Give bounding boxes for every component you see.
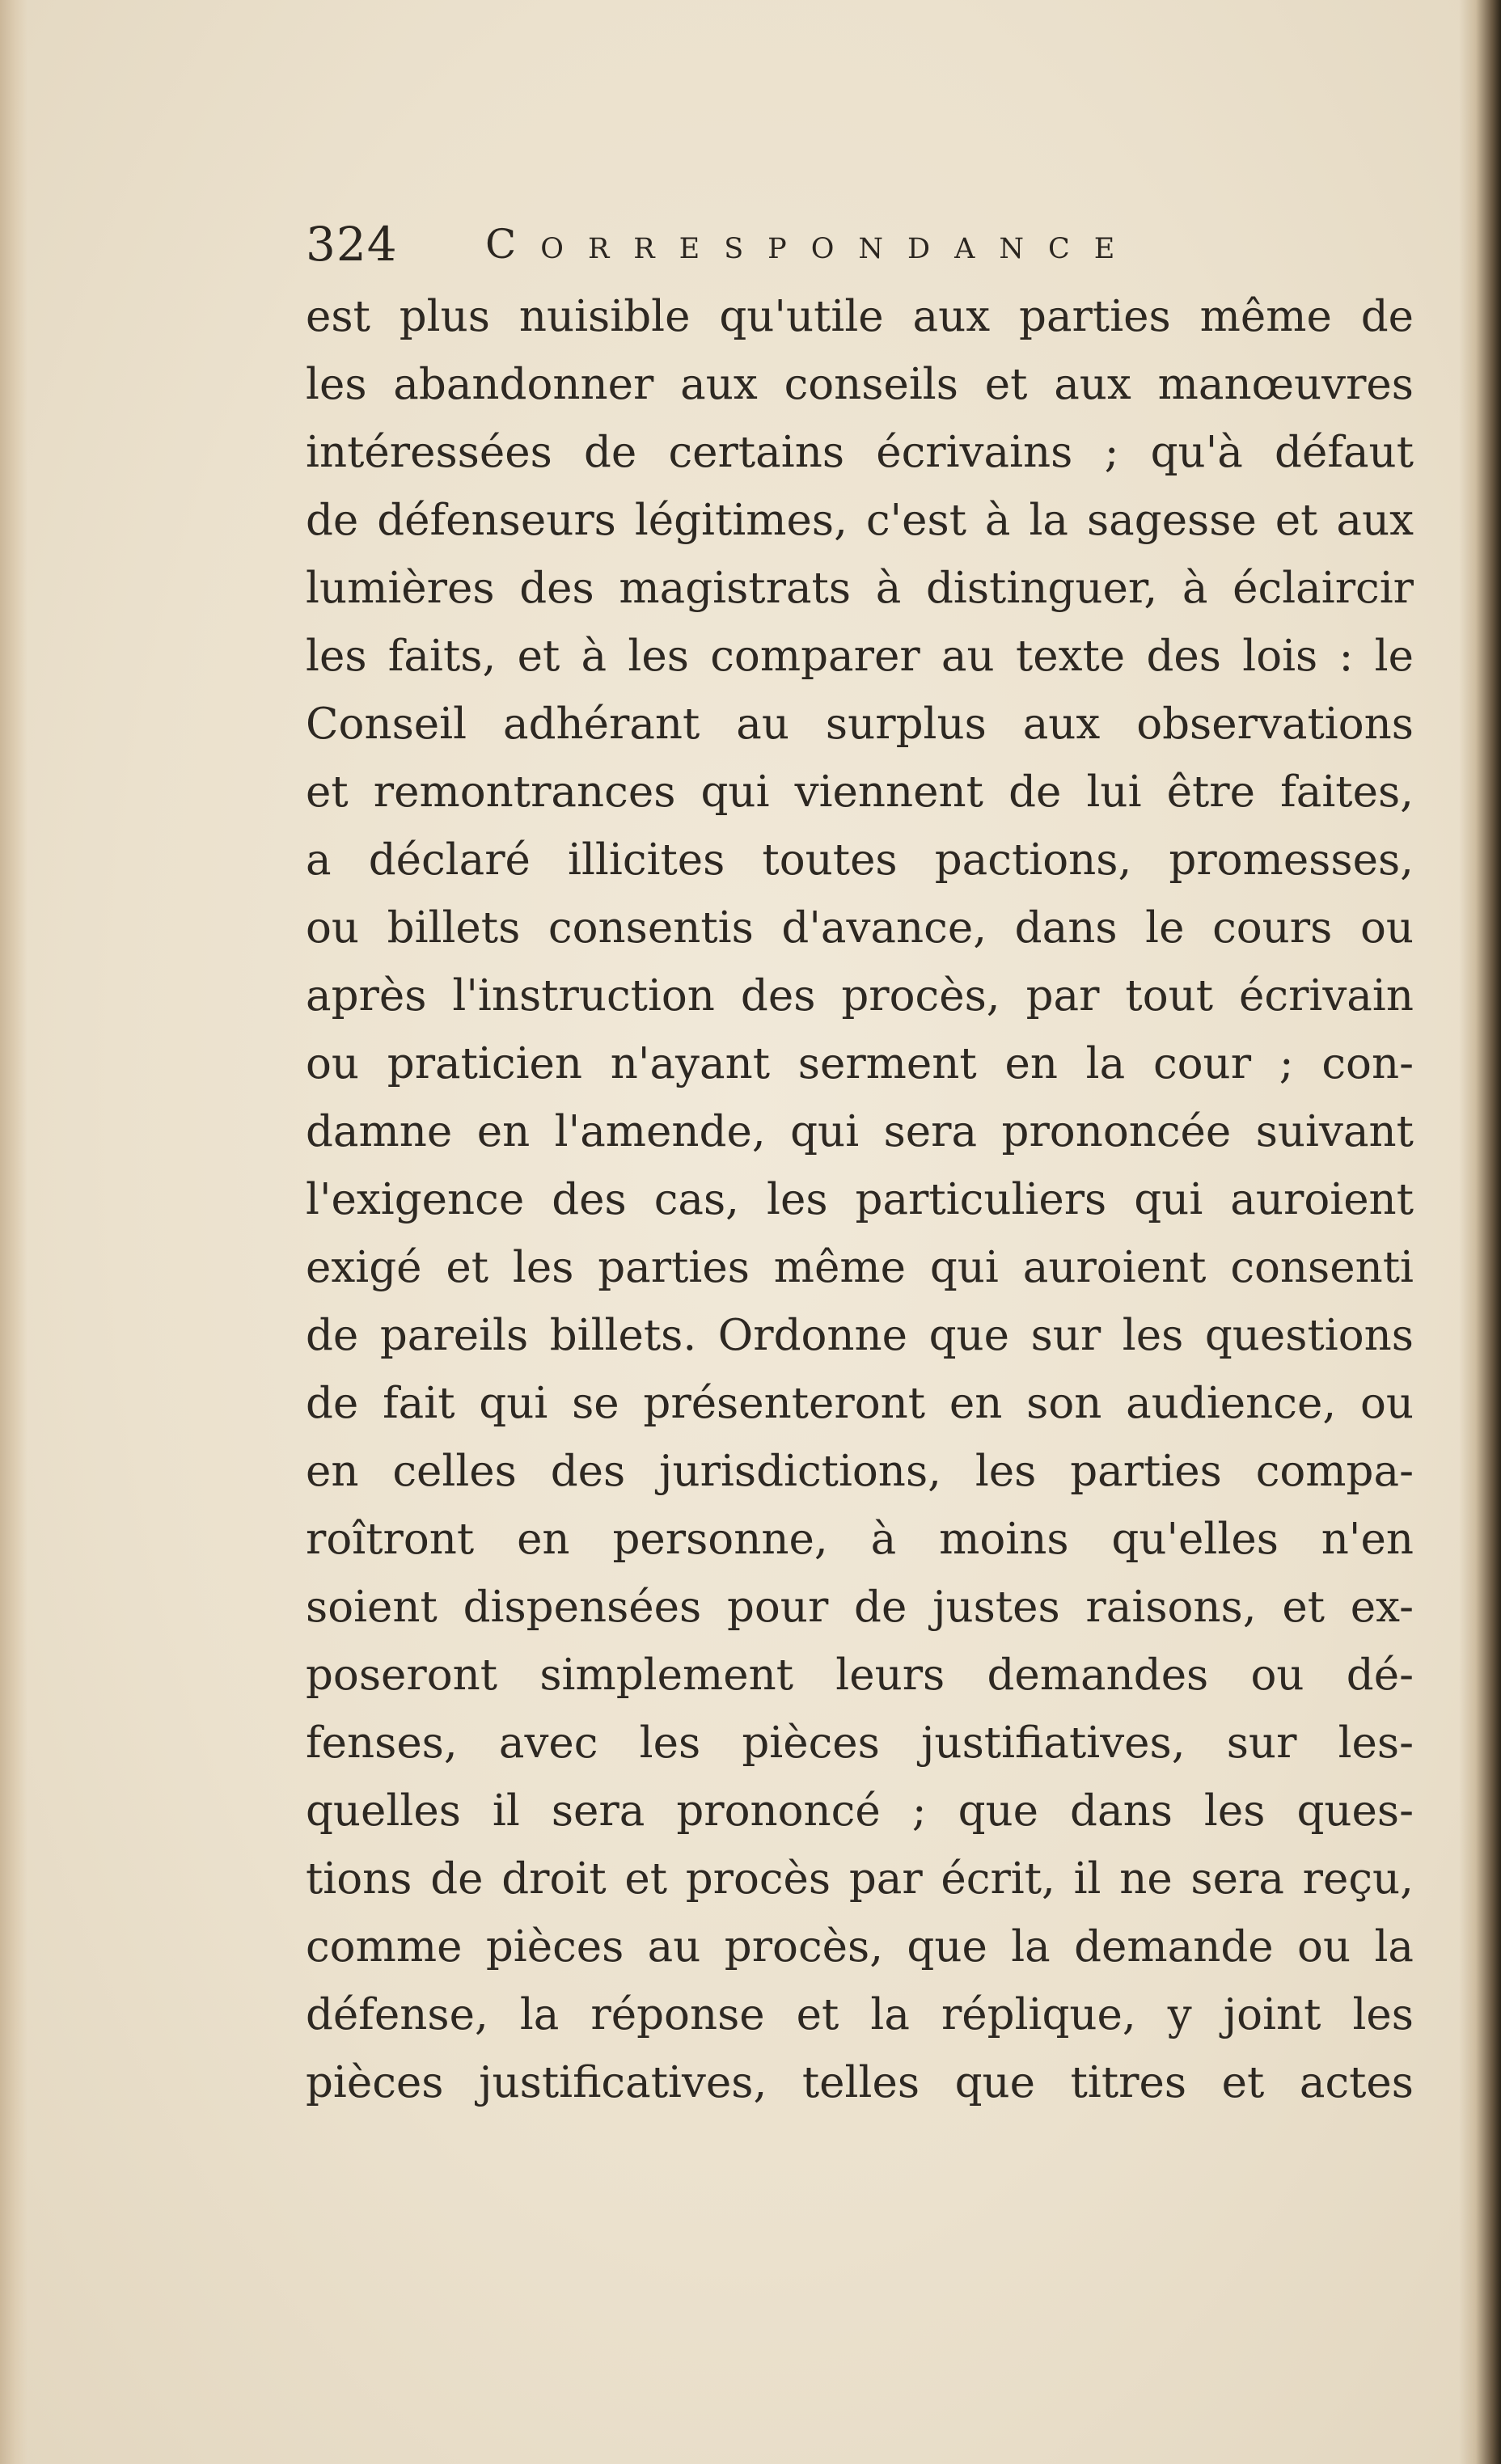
page-edge-shadow bbox=[1459, 0, 1501, 2464]
body-text bbox=[306, 283, 1414, 2117]
text-line: quelles il sera prononcé ; que dans les ques- bbox=[306, 1786, 1414, 1836]
text-line: ou billets consentis d'avance, dans le cours ou bbox=[306, 903, 1414, 953]
text-line: les abandonner aux conseils et aux manœuvres bbox=[306, 360, 1414, 409]
page-header bbox=[306, 212, 1276, 285]
text-line: les faits, et à les comparer au texte des lois : le bbox=[306, 632, 1414, 681]
text-line: de fait qui se présenteront en son audience, ou bbox=[306, 1379, 1414, 1428]
text-line: défense, la réponse et la réplique, y joint les bbox=[306, 1990, 1414, 2039]
text-line: en celles des jurisdictions, les parties compa- bbox=[306, 1447, 1414, 1496]
text-line: pièces justificatives, telles que titres et actes bbox=[306, 2058, 1414, 2107]
text-line: a déclaré illicites toutes pactions, promesses, bbox=[306, 835, 1414, 885]
text-line: poseront simplement leurs demandes ou dé- bbox=[306, 1650, 1414, 1700]
page-number: 324 bbox=[306, 217, 398, 272]
text-line: tions de droit et procès par écrit, il ne sera reçu, bbox=[306, 1854, 1414, 1904]
text-line: intéressées de certains écrivains ; qu'à défaut bbox=[306, 428, 1414, 477]
text-line: lumières des magistrats à distinguer, à éclaircir bbox=[306, 564, 1414, 613]
text-line: fenses, avec les pièces justifiatives, sur les- bbox=[306, 1718, 1414, 1768]
text-line: roîtront en personne, à moins qu'elles n'en bbox=[306, 1515, 1414, 1564]
text-line: comme pièces au procès, que la demande ou la bbox=[306, 1922, 1414, 1972]
text-line: l'exigence des cas, les particuliers qui auroient bbox=[306, 1175, 1414, 1224]
text-line: damne en l'amende, qui sera prononcée suivant bbox=[306, 1107, 1414, 1156]
text-line: de défenseurs légitimes, c'est à la sagesse et aux bbox=[306, 496, 1414, 545]
text-line: Conseil adhérant au surplus aux observations bbox=[306, 699, 1414, 749]
text-line: est plus nuisible qu'utile aux parties même de bbox=[306, 292, 1414, 341]
text-line: soient dispensées pour de justes raisons, et ex- bbox=[306, 1583, 1414, 1632]
page-gutter-shadow bbox=[0, 0, 27, 2464]
text-line: ou praticien n'ayant serment en la cour ; con- bbox=[306, 1039, 1414, 1088]
text-line: et remontrances qui viennent de lui être faites, bbox=[306, 767, 1414, 817]
text-line: après l'instruction des procès, par tout écrivain bbox=[306, 971, 1414, 1021]
running-head: Correspondance bbox=[485, 221, 1139, 268]
text-line: de pareils billets. Ordonne que sur les questions bbox=[306, 1311, 1414, 1360]
text-line: exigé et les parties même qui auroient consenti bbox=[306, 1243, 1414, 1292]
